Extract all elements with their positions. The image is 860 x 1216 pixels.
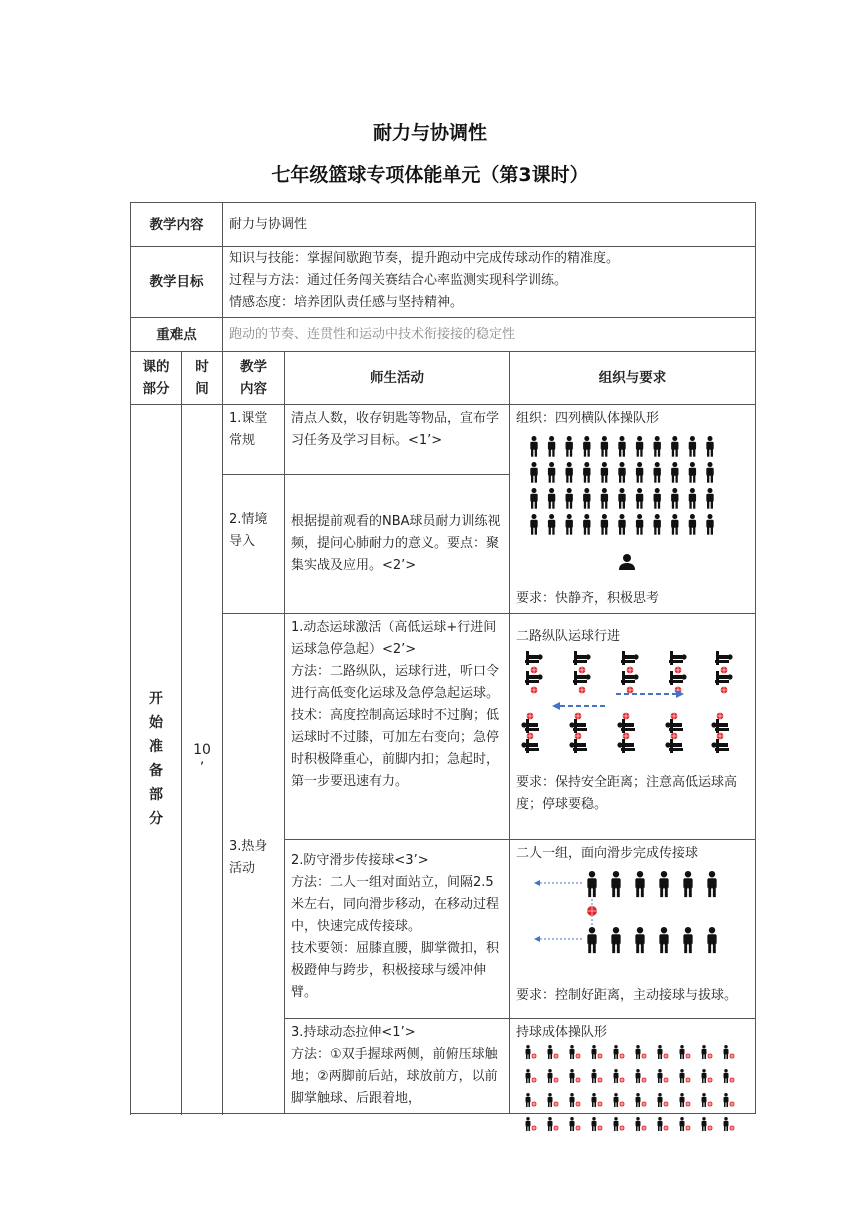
basketball-icon	[663, 1101, 668, 1106]
player-icon	[707, 871, 716, 897]
player-icon	[635, 871, 644, 897]
student-icon	[671, 436, 678, 457]
student-icon	[671, 514, 678, 535]
lesson-plan-table	[130, 202, 756, 1114]
basketball-icon	[575, 1077, 580, 1082]
basketball-icon	[597, 1125, 602, 1130]
basketball-icon	[675, 667, 682, 674]
basketball-icon	[553, 1125, 558, 1130]
basketball-icon	[685, 1077, 690, 1082]
basketball-icon	[729, 1125, 734, 1130]
player-icon	[587, 927, 596, 953]
difficulty-value: 跑动的节奏、连贯性和运动中技术衔接接的稳定性	[223, 318, 756, 352]
basketball-icon	[707, 1053, 712, 1058]
basketball-icon	[553, 1053, 558, 1058]
player-icon	[683, 927, 692, 953]
student-icon	[618, 514, 625, 535]
student-icon	[548, 462, 555, 483]
student-icon	[570, 1117, 575, 1131]
formation-diagram-four-rows	[516, 430, 748, 580]
basketball-icon	[575, 733, 582, 740]
student-icon	[618, 488, 625, 509]
basketball-icon	[685, 1101, 690, 1106]
student-icon	[566, 462, 573, 483]
basketball-icon	[663, 1077, 668, 1082]
basketball-icon	[623, 713, 630, 720]
warmup-activity-2: 2.防守滑步传接球<3’> 方法：二人一组对面站立，间隔2.5米左右，同向滑步移动，在移动过程中，快速完成传接球。 技术要领：屈膝直腰，脚掌微扣，积极蹬伸与跨步，积极接球与缓冲伸臂。	[285, 840, 510, 1019]
student-icon	[636, 436, 643, 457]
player-icon	[683, 871, 692, 897]
student-icon	[601, 488, 608, 509]
dribbling-player-icon	[569, 719, 587, 733]
basketball-icon	[729, 1053, 734, 1058]
passing-title: 二人一组，面向滑步完成传接球	[516, 846, 699, 861]
goal-line: 过程与方法：通过任务闯关赛结合心率监测实现科学训练。	[229, 273, 568, 288]
player-icon	[611, 927, 620, 953]
student-icon	[566, 514, 573, 535]
basketball-icon	[707, 1125, 712, 1130]
student-icon	[592, 1117, 597, 1131]
basketball-icon	[623, 733, 630, 740]
warmup-content: 3.热身活动	[223, 614, 285, 1114]
arrow-head-icon	[534, 936, 540, 942]
dribbling-player-icon	[521, 719, 539, 733]
basketball-icon	[721, 687, 728, 694]
student-icon	[526, 1117, 531, 1131]
dribbling-player-icon	[621, 651, 639, 665]
basketball-icon	[717, 733, 724, 740]
difficulty-label: 重难点	[131, 318, 223, 352]
student-icon	[566, 436, 573, 457]
student-icon	[530, 436, 537, 457]
student-icon	[658, 1045, 663, 1059]
student-icon	[671, 462, 678, 483]
player-icon	[659, 927, 668, 953]
dribble-title: 二路纵队运球行进	[516, 629, 621, 644]
basketball-icon	[707, 1101, 712, 1106]
dribbling-player-icon	[711, 739, 729, 753]
basketball-icon	[579, 667, 586, 674]
student-icon	[614, 1117, 619, 1131]
student-icon	[530, 488, 537, 509]
dribbling-player-icon	[665, 739, 683, 753]
student-icon	[592, 1069, 597, 1083]
warmup-activity-3: 3.持球动态拉伸<1’> 方法：①双手握球两侧，前俯压球触地；②两脚前后站，球放前方，以前脚掌触球、后跟着地，	[285, 1019, 510, 1114]
student-icon	[636, 1045, 641, 1059]
student-icon	[680, 1069, 685, 1083]
basketball-icon	[527, 733, 534, 740]
student-icon	[706, 436, 713, 457]
basketball-icon	[579, 687, 586, 694]
student-icon	[636, 462, 643, 483]
basketball-icon	[685, 1125, 690, 1130]
student-icon	[671, 488, 678, 509]
page-subtitle: 七年级篮球专项体能单元（第3课时）	[271, 164, 589, 186]
student-icon	[702, 1045, 707, 1059]
student-icon	[689, 462, 696, 483]
student-icon	[702, 1093, 707, 1107]
student-icon	[689, 436, 696, 457]
student-icon	[658, 1117, 663, 1131]
basketball-icon	[587, 906, 597, 916]
student-icon	[548, 488, 555, 509]
student-icon	[526, 1093, 531, 1107]
basketball-icon	[721, 667, 728, 674]
student-icon	[526, 1069, 531, 1083]
student-icon	[592, 1045, 597, 1059]
basketball-icon	[641, 1125, 646, 1130]
dribble-column-diagram	[516, 648, 748, 764]
basketball-icon	[531, 1077, 536, 1082]
basketball-icon	[531, 687, 538, 694]
student-icon	[601, 514, 608, 535]
student-icon	[583, 514, 590, 535]
student-icon	[689, 514, 696, 535]
basketball-icon	[575, 1101, 580, 1106]
basketball-icon	[619, 1053, 624, 1058]
player-icon	[587, 871, 596, 897]
basketball-icon	[729, 1077, 734, 1082]
student-icon	[592, 1093, 597, 1107]
student-icon	[548, 1069, 553, 1083]
basketball-icon	[619, 1101, 624, 1106]
player-icon	[611, 871, 620, 897]
player-icon	[707, 927, 716, 953]
basketball-icon	[553, 1077, 558, 1082]
student-icon	[583, 488, 590, 509]
student-icon	[636, 1069, 641, 1083]
student-icon	[570, 1069, 575, 1083]
item-content: 1.课堂常规	[223, 405, 285, 475]
student-icon	[530, 462, 537, 483]
basketball-icon	[531, 1053, 536, 1058]
student-icon	[654, 488, 661, 509]
goal-line: 知识与技能：掌握间歇跑节奏，提升跑动中完成传球动作的精准度。	[229, 251, 620, 266]
basketball-icon	[553, 1101, 558, 1106]
arrow-head-icon	[552, 702, 560, 710]
org-formation-requirement: 要求：快静齐，积极思考	[516, 591, 660, 606]
student-icon	[636, 1093, 641, 1107]
item-activity: 清点人数，收存钥匙等物品，宣布学习任务及学习目标。<1’>	[285, 405, 510, 475]
student-icon	[702, 1069, 707, 1083]
dribbling-player-icon	[669, 651, 687, 665]
basketball-icon	[627, 687, 634, 694]
dribbling-player-icon	[711, 719, 729, 733]
basketball-icon	[663, 1125, 668, 1130]
student-icon	[601, 436, 608, 457]
basketball-icon	[641, 1053, 646, 1058]
dribble-requirement: 要求：保持安全距离；注意高低运球高度；停球要稳。	[516, 775, 738, 812]
student-icon	[724, 1117, 729, 1131]
header-part: 课的 部分	[131, 352, 182, 405]
student-icon	[680, 1045, 685, 1059]
basketball-icon	[531, 1101, 536, 1106]
passing-requirement: 要求：控制好距离，主动接球与拔球。	[516, 988, 738, 1003]
student-icon	[680, 1093, 685, 1107]
student-icon	[706, 462, 713, 483]
student-icon	[654, 436, 661, 457]
basketball-icon	[531, 667, 538, 674]
dribbling-player-icon	[617, 739, 635, 753]
header-time: 时 间	[182, 352, 223, 405]
basketball-icon	[597, 1101, 602, 1106]
student-icon	[636, 514, 643, 535]
basketball-icon	[641, 1077, 646, 1082]
student-icon	[530, 514, 537, 535]
dribbling-player-icon	[521, 739, 539, 753]
student-icon	[724, 1045, 729, 1059]
student-icon	[548, 1045, 553, 1059]
basketball-icon	[671, 733, 678, 740]
section-part: 开 始 准 备 部 分	[131, 405, 182, 1114]
student-icon	[658, 1069, 663, 1083]
student-icon	[583, 436, 590, 457]
player-icon	[635, 927, 644, 953]
student-icon	[706, 514, 713, 535]
org-formation-title: 组织：四列横队体操队形	[516, 411, 660, 426]
basketball-icon	[531, 1125, 536, 1130]
student-icon	[614, 1045, 619, 1059]
basketball-icon	[627, 667, 634, 674]
student-icon	[570, 1045, 575, 1059]
goal-line: 情感态度：培养团队责任感与坚持精神。	[229, 295, 464, 310]
arrow-head-icon	[534, 880, 540, 886]
basketball-icon	[717, 713, 724, 720]
basketball-icon	[575, 1125, 580, 1130]
header-activity: 师生活动	[285, 352, 510, 405]
header-content: 教学 内容	[223, 352, 285, 405]
basketball-icon	[663, 1053, 668, 1058]
basketball-icon	[641, 1101, 646, 1106]
student-icon	[601, 462, 608, 483]
dribbling-player-icon	[569, 739, 587, 753]
student-icon	[702, 1117, 707, 1131]
student-icon	[583, 462, 590, 483]
student-icon	[658, 1093, 663, 1107]
student-icon	[614, 1069, 619, 1083]
student-icon	[548, 514, 555, 535]
student-icon	[566, 488, 573, 509]
student-icon	[548, 1093, 553, 1107]
item-content: 2.情境导入	[223, 475, 285, 614]
student-icon	[689, 488, 696, 509]
dribbling-player-icon	[665, 719, 683, 733]
content-value: 耐力与协调性	[223, 203, 756, 247]
basketball-icon	[685, 1053, 690, 1058]
basketball-icon	[671, 713, 678, 720]
student-icon	[636, 1117, 641, 1131]
student-icon	[548, 436, 555, 457]
dribbling-player-icon	[715, 651, 733, 665]
content-label: 教学内容	[131, 203, 223, 247]
student-icon	[724, 1093, 729, 1107]
item-activity: 根据提前观看的NBA球员耐力训练视频，提问心肺耐力的意义。要点：聚集实战及应用。<2’>	[285, 475, 510, 614]
student-icon	[570, 1093, 575, 1107]
header-organization: 组织与要求	[510, 352, 756, 405]
stretch-title: 持球成体操队形	[516, 1025, 608, 1040]
student-icon	[618, 436, 625, 457]
student-icon	[618, 462, 625, 483]
basketball-icon	[575, 713, 582, 720]
student-icon	[706, 488, 713, 509]
basketball-icon	[619, 1077, 624, 1082]
basketball-icon	[729, 1101, 734, 1106]
student-icon	[636, 488, 643, 509]
basketball-icon	[597, 1077, 602, 1082]
student-icon	[614, 1093, 619, 1107]
dribbling-player-icon	[525, 651, 543, 665]
student-icon	[680, 1117, 685, 1131]
basketball-icon	[527, 713, 534, 720]
warmup-activity-1: 1.动态运球激活（高低运球+行进间运球急停急起）<2’> 方法：二路纵队，运球行进，听口令进行高低变化运球及急停急起运球。 技术：高度控制高运球时不过胸；低运球时不过膝，可加左右变向；急停时积极降重心，前脚内扣；急起时，第一步要迅速有力。	[285, 614, 510, 840]
basketball-icon	[575, 1053, 580, 1058]
basketball-icon	[597, 1053, 602, 1058]
student-icon	[526, 1045, 531, 1059]
section-time: 10 ’	[182, 405, 223, 1114]
stretch-formation-diagram	[516, 1045, 748, 1145]
teacher-icon	[619, 554, 635, 570]
basketball-icon	[707, 1077, 712, 1082]
student-icon	[548, 1117, 553, 1131]
slide-passing-diagram	[516, 865, 748, 977]
player-icon	[659, 871, 668, 897]
page-title: 耐力与协调性	[372, 122, 487, 144]
basketball-icon	[619, 1125, 624, 1130]
student-icon	[724, 1069, 729, 1083]
goal-label: 教学目标	[131, 247, 223, 318]
dribbling-player-icon	[617, 719, 635, 733]
student-icon	[654, 462, 661, 483]
student-icon	[654, 514, 661, 535]
dribbling-player-icon	[573, 651, 591, 665]
